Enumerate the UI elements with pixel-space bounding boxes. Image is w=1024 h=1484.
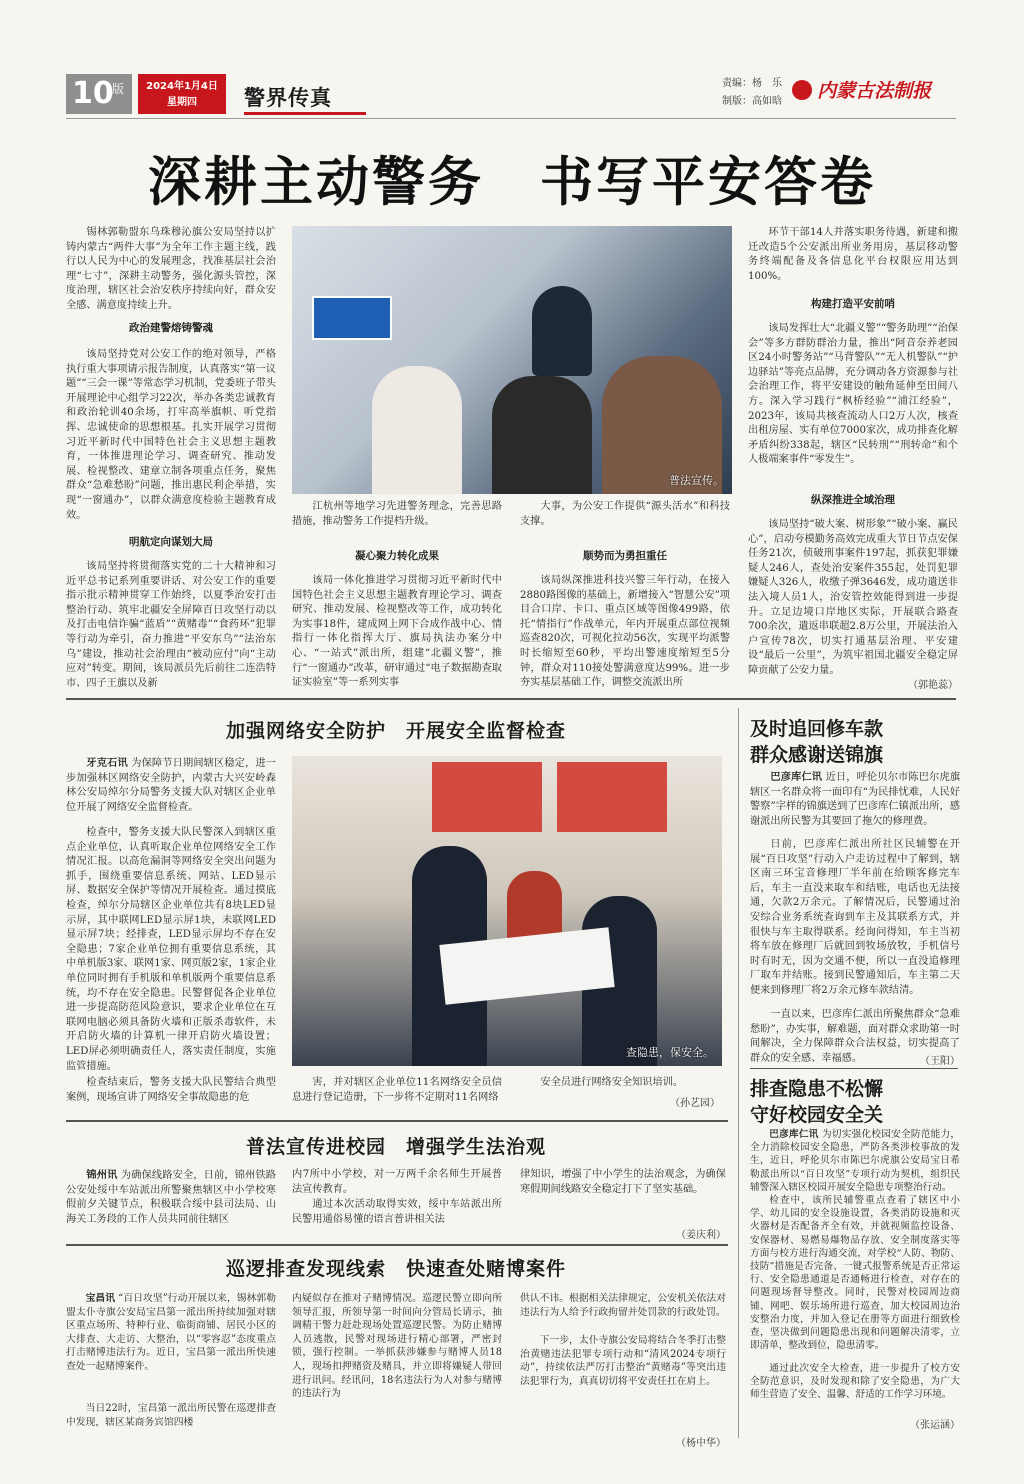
article4-para-3: 通过此次安全大检查，进一步提升了校方安全防范意识，及时发现和除了安全隐患，为广大师生营造了安全、温馨、舒适的工作学习环境。 — [750, 1363, 960, 1401]
page-header — [66, 72, 956, 116]
page-suffix: 版 — [112, 82, 125, 96]
article2-photo-caption: 查隐患，保安全。 — [626, 1046, 714, 1059]
article4-byline: （张运涵） — [910, 1420, 960, 1431]
issue-date: 2024年1月4日 — [146, 81, 218, 92]
masthead-icon — [792, 80, 812, 100]
wall-poster-2 — [557, 762, 667, 832]
article2-para-3: 检查结束后，警务支援大队民警结合典型案例，现场宣讲了网络安全事故隐患的危 — [66, 1077, 276, 1103]
article1-subhead-4: 顺势而为勇担重任 — [583, 550, 667, 562]
article1-subhead-1: 政治建警熔铸警魂 — [129, 322, 213, 334]
article1-subhead-3: 凝心聚力转化成果 — [355, 550, 439, 562]
article2-dateline: 牙克石讯 — [86, 757, 128, 769]
article6-para-4: 供认不讳。根据相关法律规定，公安机关依法对违法行为人给予行政拘留并处罚款的行政处罚。 — [520, 1293, 726, 1318]
article1-para-5: 该局发挥壮大“北疆义警”“警务助理”“治保会”等多方群防群治力量，推出“阿音奈养老园区24小时警务站”“马背警队”“无人机警队”“护边驿站”等亮点品牌，充分调动各方资源参与社会治理工作，将平安建设的触角延伸至田间八方。深入学习践行“枫桥经验”“浦江经验”，2023年，该局共核查流动人口2万人次，核查出租房屋、实有单位7000家次，成功排查化解矛盾纠纷338起，辖区“民转刑”“刑转命”和个人极端案事件“零发生”。 — [748, 323, 958, 466]
article2-para-1-text: 为保障节日期间辖区稳定，进一步加强林区网络安全防护，内蒙古大兴安岭森林公安局绰尔分局警务支援大队对辖区企业单位开展了网络安全监督检查。 — [66, 758, 276, 813]
article5-para-1-text: 为确保线路安全，日前，锦州铁路公安处绥中车站派出所警聚焦辖区中小学校寒假前夕关键节点，积极联合绥中县司法局、山海关工务段的工作人员共同前往辖区 — [66, 1170, 276, 1225]
article5-para-1 — [66, 1168, 276, 1227]
article1-intro: 锡林郭勒盟东乌珠穆沁旗公安局坚持以扩铸内蒙古“两件大事”为全年工作主题主线，践行以人民为中心的发展理念，找准基层社会治理“七寸”，深耕主动警务，强化源头管控，深度治理，辖区社会治安秩序持续向好，群众安全感、满意度持续上升。 — [66, 227, 276, 311]
article2-para-1 — [66, 756, 276, 815]
article6-byline: （杨中华） — [676, 1438, 726, 1449]
section-underline — [244, 112, 366, 115]
article1-para-4: 该局纵深推进科技兴警三年行动，在接入2880路图像的基础上，新增接入“智慧公安”项目合口岸、卡口、重点区域等图像499路，依托“情指行”作战单元，年内开展重点部位视频巡查820次，可视化拉动56次，实现平均派警时长缩短至60秒，平均出警速度缩短至5分钟，群众对110接处警满意度达99%。进一步夯实基层基础工作，调整交流派出所 — [520, 575, 730, 689]
article4-title — [750, 1076, 960, 1128]
article5-para-4: 律知识，增强了中小学生的法治观念，为确保寒假期间线路安全稳定打下了坚实基础。 — [520, 1169, 726, 1195]
article6-para-1-text: “百日攻坚”行动开展以来，锡林郭勒盟太仆寺旗公安局宝昌第一派出所持续加强对辖区重点场所、特种行业、临街商铺、居民小区的大排查、大走访、大整治，以“零容忍”态度重点打击赌博违法行为。近日，宝昌第一派出所快速查处一起赌博案件。 — [66, 1293, 276, 1372]
article1-under-photo-left: 江杭州等地学习先进警务理念，完善思路措施，推动警务工作提档升级。 — [292, 501, 502, 527]
date-block — [138, 74, 226, 114]
article1-subhead-2: 明航定向谋划大局 — [129, 536, 213, 548]
article4-title-line1: 排查隐患不松懈 — [750, 1078, 884, 1100]
article6-dateline: 宝昌讯 — [85, 1293, 116, 1304]
audience-figure-1 — [372, 366, 462, 494]
divider-2 — [66, 1120, 728, 1122]
article1-subhead-5: 构建打造平安前哨 — [811, 298, 895, 310]
article3-para-2: 日前，巴彦库仁派出所社区民辅警在开展“百日攻坚”行动入户走访过程中了解到，辖区南三环宝音修理厂半年前在给顾客修完车后，车主一直没来取车和结账，电话也无法接通，欠款2万余元。了解情况后，民警通过治安综合业务系统查询到车主及其联系方式，并很快与车主取得联系。经询问得知，车主当初将车放在修理厂后就回到牧场放牧，手机信号时有时无，因为交通不便，所以一直没追修理厂取车并结账。接到民警通知后，车主第二天便来到修理厂将2万余元修车款结清。 — [750, 839, 960, 996]
article3-para-3: 一直以来，巴彦库仁派出所聚焦群众“急难愁盼”，办实事，解难题，面对群众求助第一时间解决，全力保障群众合法权益，切实提高了群众的安全感、幸福感。 — [750, 1009, 960, 1064]
section-title: 警界传真 — [244, 86, 332, 110]
article5-dateline: 锦州讯 — [86, 1169, 118, 1181]
main-headline: 深耕主动警务 书写平安答卷 — [148, 151, 876, 213]
wall-poster-1 — [432, 762, 542, 832]
article6-para-5: 下一步，太仆寺旗公安局将结合冬季打击整治黄赌违法犯罪专项行动和“清风2024专项行动”，持续依法严厉打击整治“黄赌毒”等突出违法犯罪行为，真真切切将平安责任扛在肩上。 — [520, 1335, 726, 1387]
article2-under-photo-right: 安全员进行网络安全知识培训。 — [540, 1077, 684, 1088]
article3-title-line1: 及时追回修车款 — [750, 718, 884, 740]
article1-photo-caption: 普法宣传。 — [669, 474, 724, 487]
divider-right — [750, 1068, 958, 1069]
article4-dateline: 巴彦库仁讯 — [769, 1129, 819, 1140]
article6-title: 巡逻排查发现线索 快速查处赌博案件 — [225, 1258, 566, 1280]
article4-para-1 — [750, 1128, 960, 1194]
article6-para-3: 内疑似存在推对子赌博情况。巡逻民警立即向所领导汇报，所领导第一时间向分管局长请示，抽调精干警力赶赴现场处置巡逻民警。为防止赌博人员逃散，民警对现场进行精心部署，严密封锁，强行控制。一举抓获涉嫌参与赌博人员18人，现场扣押赌资及赌具，并立即将嫌疑人带回进行讯问。经讯问，18名违法行为人对参与赌博的违法行为 — [292, 1293, 502, 1400]
article2-para-2: 检查中，警务支援大队民警深入到辖区重点企业单位，认真听取企业单位网络安全工作情况汇报。以高危漏洞等网络安全突出问题为抓手，围绕重要信息系统、网站、LED显示屏、数据安全保护等情况开展检查。通过摸底检查，绰尔分局辖区企业单位共有8块LED显示屏，其中联网LED显示屏1块，未联网LED显示屏7块；经排查，LED显示屏均不存在安全隐患；7家企业单位拥有重要信息系统，其中单机版3家、联网1家、网页版2家，1家企业单位同时拥有手机版和单机版两个重要信息系统，均不存在安全隐患。民警督促各企业单位进一步提高防范风险意识，要求企业单位在互联网电脑必须具备防火墙和正版杀毒软件，未开启防火墙的计算机一律开启防火墙设置；LED屏必须明确责任人，落实责任制度，实施监管措施。 — [66, 827, 276, 1072]
article1-right-col-top: 环节干部14人并落实职务待遇，新建和搬迁改造5个公安派出所业务用房，基层移动警务终端配备及各信息化平台权限应用达到100%。 — [748, 227, 958, 282]
article3-title-line2: 群众感谢送锦旗 — [750, 744, 884, 766]
article5-title: 普法宣传进校园 增强学生法治观 — [245, 1136, 546, 1158]
article1-para-2: 该局坚持将贯彻落实党的二十大精神和习近平总书记系列重要讲话、对公安工作的重要指示批示精神贯穿工作始终，以夏季治安打击整治行动、筑牢北疆安全屏障百日攻坚行动以及打击电信诈骗“蓝盾”“黄赌毒”“食药环”犯罪等行动为牵引，奋力推进“平安东乌”“法治东乌”建设，推动社会治理由“被动应付”向“主动应对”转变。期间，该局派员先后前往二连浩特市、四子王旗以及新 — [66, 561, 276, 689]
article2-under-photo-left: 害，并对辖区企业单位11名网络安全员信息进行登记造册，下一步将不定期对11名网络 — [292, 1077, 502, 1103]
masthead-logo — [792, 76, 931, 103]
article4-para-1-text: 为切实强化校园安全防范能力，全力消除校园安全隐患，严防各类涉校事故的发生，近日，呼伦贝尔市陈巴尔虎旗公安局宝日希勒派出所以“百日攻坚”专项行动为契机，组织民辅警深入辖区校园开展安全隐患专项整治行动。 — [750, 1129, 961, 1193]
article3-para-1-text: 近日，呼伦贝尔市陈巴尔虎旗辖区一名群众将一面印有“为民排忧难，人民好警察”字样的锦旗送到了巴彦库仁镇派出所，感谢派出所民警为其要回了拖欠的修理费。 — [750, 772, 961, 827]
issue-weekday: 星期四 — [167, 97, 197, 108]
divider-3 — [66, 1244, 728, 1246]
article4-para-2: 检查中，该所民辅警重点查看了辖区中小学、幼儿园的安全设施设置，各类消防设施和灭火器材是否配备齐全有效，并就视频监控设备、安保器材、易燃易爆物品存放、安全制度落实等方面与校方进行沟通交流，对学校“人防、物防、技防”措施是否完备、一键式报警系统是否正常运行、安全隐患通道是否通畅进行检查，对存在的问题现场督导整改。同时，民警对校园周边商铺、网吧、娱乐场所进行巡查，加大校园周边治安整治力度，并加入登记在册等方面进行细致检查，坚决做到问题隐患出现和问题解决清零，立即清单，整改到位，隐患清零。 — [750, 1195, 960, 1352]
header-divider — [66, 118, 956, 119]
article1-under-photo-right: 大事，为公安工作提供“源头活水”和科技支撑。 — [520, 501, 730, 527]
article5-byline: （姜庆利） — [676, 1230, 726, 1241]
article1-photo — [292, 226, 732, 494]
article5-para-3: 通过本次活动取得实效，绥中车站派出所民警用通俗易懂的语言普讲相关法 — [292, 1199, 502, 1225]
article3-byline: （王阳） — [920, 1056, 960, 1067]
article1-para-6: 该局坚持“破大案、树形象”“破小案、赢民心”，启动夸模勤务高效完成重大节日节点安保任务21次，侦破刑事案件197起，抓获犯罪嫌疑人246人，查处治安案件355起，处罚犯罪嫌疑人326人，收缴子弹3646发，成功遣送非法入境人员1人，治安管控效能得到进一步提升。立足边境口岸地区实际，开展联合路查700余次，遣返串联超2.8万公里，开展法治入户宣传78次，切实打通基层治理、平安建设“最后一公里”，为筑牢祖国北疆安全稳定屏障贡献了公安力量。 — [748, 519, 958, 676]
article1-para-1: 该局坚持党对公安工作的绝对领导，严格执行重大事项请示报告制度，认真落实“第一议题”“三会一课”等常态学习机制，党委班子带头开展理论中心组学习22次，举办各类忠诚教育和政治轮训40余场，打牢高举旗帜、听党指挥、忠诚使命的思想根基。扎实开展学习贯彻习近平新时代中国特色社会主义思想主题教育，一体推进理论学习、调查研究、推动发展、检视整改、建章立制各项重点任务，聚焦群众“急难愁盼”问题，推出惠民利企举措，实现“一窗通办”，以群众满意度检验主题教育成效。 — [66, 349, 276, 521]
layout-credit: 制版：高如晗 — [722, 96, 782, 107]
column-divider — [738, 708, 739, 1438]
divider-1 — [66, 698, 956, 700]
article6-para-2: 当日22时，宝昌第一派出所民警在巡逻排查中发现，辖区某商务宾馆四楼 — [66, 1403, 276, 1428]
article2-photo — [292, 756, 722, 1066]
masthead-name: 内蒙古法制报 — [817, 80, 932, 102]
article4-title-line2: 守好校园安全关 — [750, 1104, 884, 1126]
article6-para-1 — [66, 1292, 276, 1374]
article1-para-3: 该局一体化推进学习贯彻习近平新时代中国特色社会主义思想主题教育理论学习、调查研究、推动发展、检视整改等工作，成功转化为实事18件，建成网上网下合成作战中心、情指行一体化指挥大厅、旗局执法办案分中心、“一站式”派出所，组建“北疆义警”，推行“一窗通办”改革，研审通过“电子数据勘查取证实验室”等一系列实事 — [292, 575, 502, 689]
audience-figure-2 — [492, 376, 592, 494]
police-station-sign — [312, 296, 392, 340]
officer-figure — [532, 286, 592, 376]
page-number-badge — [66, 74, 132, 114]
article1-subhead-6: 纵深推进全域治理 — [811, 494, 895, 506]
article3-para-1 — [750, 770, 960, 829]
article5-para-2: 内7所中小学校，对一万两千余名师生开展普法宣传教育。 — [292, 1169, 502, 1195]
article1-byline: （郭艳蕊） — [908, 680, 958, 691]
article3-title — [750, 716, 960, 768]
article2-title: 加强网络安全防护 开展安全监督检查 — [225, 720, 566, 742]
page-number: 10 — [72, 76, 114, 111]
editor-credit: 责编：杨 乐 — [722, 78, 782, 89]
article2-byline: （孙艺园） — [670, 1098, 720, 1109]
article3-dateline: 巴彦库仁讯 — [770, 771, 823, 783]
